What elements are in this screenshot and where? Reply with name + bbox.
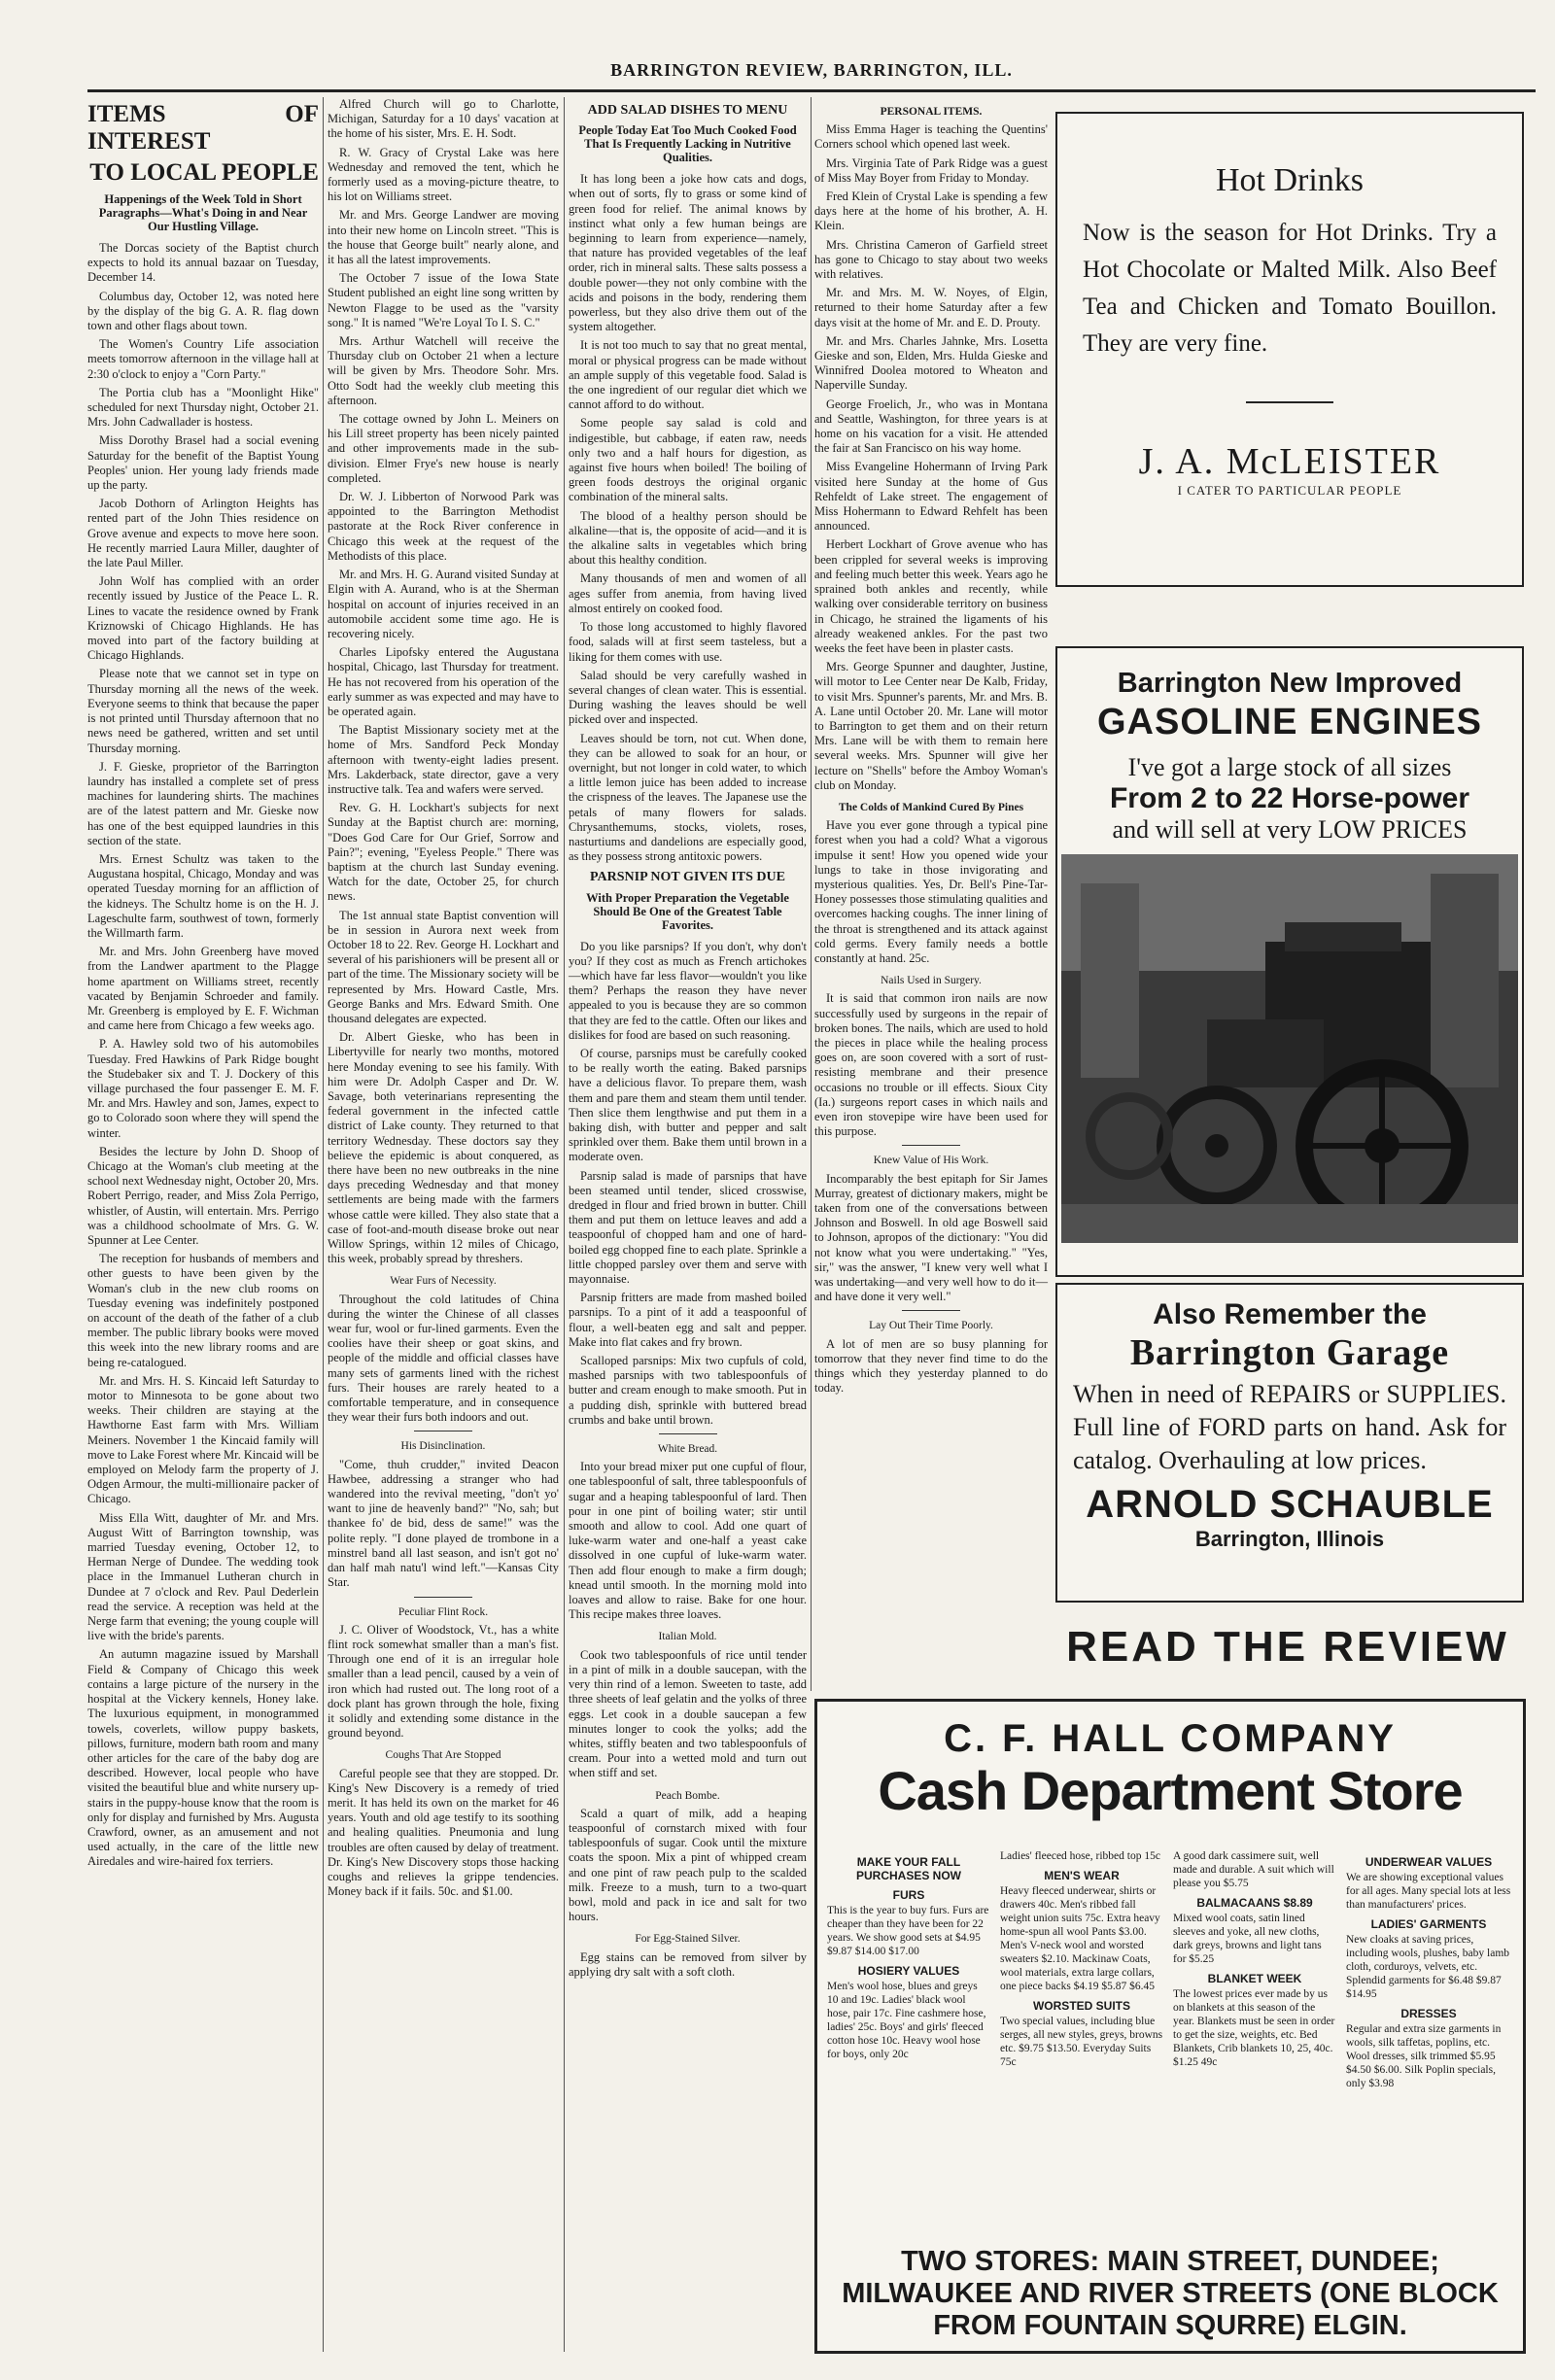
news-paragraph: Miss Dorothy Brasel had a social evening Saturday for the benefit of the Baptist Young Peoples' union. Her young lady friends made up the party. bbox=[87, 433, 319, 493]
divider bbox=[902, 1145, 960, 1146]
news-paragraph: It has long been a joke how cats and dogs, when out of sorts, fly to grass or some kind of green food for relief. The animal knows by instinct what only a few human beings are beginning to learn from experience—namely, that nature has provided vegetables of the leaf order, rich in mineral salts. These salts possess a double power—they not only combine with the acids and poisons in the body, rendering them powerless, but they also drive them out of the system altogether. bbox=[569, 172, 807, 334]
news-paragraph: Mrs. Virginia Tate of Park Ridge was a guest of Miss May Boyer from Friday to Monday. bbox=[814, 155, 1048, 185]
ad-divider bbox=[1246, 401, 1333, 403]
headline-parsnip: PARSNIP NOT GIVEN ITS DUE bbox=[590, 870, 785, 885]
ad-gasoline-engines bbox=[1055, 646, 1524, 1277]
news-paragraph: The blood of a healthy person should be alkaline—that is, the opposite of acid—and it is the alkaline salts in vegetables which bring about this healthy condition. bbox=[569, 508, 807, 568]
ad-item: We are showing exceptional values for all ages. Many special lots at less than manufacturers' prices. bbox=[1346, 1872, 1511, 1911]
news-paragraph: Mr. and Mrs. Charles Jahnke, Mrs. Losetta Gieske and son, Elden, Mrs. Hulda Gieske and Winnifred Doolea motored to Wheaton and Naperville Sunday. bbox=[814, 333, 1048, 393]
news-paragraph: Do you like parsnips? If you don't, why don't you? If they cost as much as French artichokes—which have far less flavor—wouldn't you like them? Perhaps the reason they have never appealed to you is because they are so common that they are fed to the cattle. Often our likes and dislikes for food are based on such reasoning. bbox=[569, 939, 807, 1042]
news-paragraph: John Wolf has complied with an order recently issued by Justice of the Peace L. R. Lines to vacate the residence owned by Frank Kriznowski of Chicago Highlands. He has moved into part of the factory building at Chicago Highlands. bbox=[87, 574, 319, 663]
news-paragraph: The Portia club has a "Moonlight Hike" scheduled for next Thursday night, October 21. Mrs. John Cadwallader is hostess. bbox=[87, 385, 319, 430]
divider bbox=[414, 1597, 472, 1598]
headline-personal-items: PERSONAL ITEMS. bbox=[880, 106, 983, 118]
news-paragraph: "Come, thuh crudder," invited Deacon Hawbee, addressing a stranger who had wandered into the revival meeting, "don't yo' want to jine de heavenly band?" "No, sah; but thankee fo' de bid, dess de same!" was the polite reply. "I done played de trombone in a minstrel band all last season, and isn't got no' dan half mah natu'l wind left."—Kansas City Star. bbox=[328, 1457, 559, 1590]
news-paragraph: Of course, parsnips must be carefully cooked to be really worth the eating. Baked parsnips have a delicious flavor. To prepare them, wash them and pare them and steam them until tender. Then slice them lengthwise and put them in a baking dish, with butter and pepper and salt sprinkled over them. Bake them until brown in a moderate oven. bbox=[569, 1046, 807, 1164]
news-paragraph: J. C. Oliver of Woodstock, Vt., has a white flint rock somewhat smaller than a man's fist. Through one end of it is an irregular hole smaller than a lead pencil, caused by a vein of iron which had rusted out. The long root of a dock plant has grown through the hole, fixing it solidly and extending some distance in the ground beyond. bbox=[328, 1622, 559, 1741]
ad-section-heading: BLANKET WEEK bbox=[1207, 1972, 1302, 1985]
ad-item: New cloaks at saving prices, including wools, plushes, baby lamb cloth, corduroys, velvets, etc. Splendid garments for $6.48 $9.87 $14.95 bbox=[1346, 1934, 1510, 2000]
tractor-engine-illustration bbox=[1061, 854, 1518, 1243]
ad-barrington-garage bbox=[1055, 1283, 1524, 1603]
ad-title: Barrington New Improved bbox=[1117, 668, 1463, 699]
news-paragraph: J. F. Gieske, proprietor of the Barrington laundry has installed a complete set of press machines for laundering shirts. The machines are of the latest pattern and Mr. Gieske now has one of the best equipped laundries in this section of the state. bbox=[87, 759, 319, 847]
ad-section-heading: MEN'S WEAR bbox=[1044, 1869, 1120, 1882]
news-paragraph: It is said that common iron nails are now successfully used by surgeons in the repair of broken bones. The nails, which are used to hold the pieces in place while the healing process goes on, are soon covered with a sort of rust-resisting membrane and their presence occasions no trouble or ill effects. Sioux City (Ia.) surgeons report cases in which nails and even iron stovepipe wire have been used for this purpose. bbox=[814, 991, 1048, 1139]
headline-deck: People Today Eat Too Much Cooked Food That Is Frequently Lacking in Nutritive Qualities. bbox=[578, 123, 797, 165]
news-paragraph: The Baptist Missionary society met at the home of Mrs. Sandford Peck Monday afternoon with twenty-eight ladies present. Mrs. Lakderback, state director, gave a very instructive talk. Tea and wafers were served. bbox=[328, 723, 559, 796]
news-paragraph: A lot of men are so busy planning for tomorrow that they never find time to do the things which they yesterday planned to do today. bbox=[814, 1336, 1048, 1396]
news-paragraph: Mrs. Christina Cameron of Garfield street has gone to Chicago to stay about two weeks with relatives. bbox=[814, 237, 1048, 282]
news-paragraph: Alfred Church will go to Charlotte, Michigan, Saturday for a 10 days' vacation at the home of his sister, Mrs. E. H. Sodt. bbox=[328, 97, 559, 141]
headline-deck: Happenings of the Week Told in Short Paragraphs—What's Doing in and Near Our Hustling Village. bbox=[98, 192, 308, 233]
article-heading: The Colds of Mankind Cured By Pines bbox=[838, 801, 1024, 813]
news-paragraph: An autumn magazine issued by Marshall Field & Company of Chicago this week contains a large picture of the nursery in the hospital at the Vickery kennels, Honey lake. The luxurious equipment, in monogrammed towels, coverlets, willow puppy baskets, pillows, furniture, modern bath room and many other articles for the care of the baby dog are described. However, local people who have visited the beautiful blue and white nursery up-stairs in the puppy-house know that the room is only for display and furnished by Mrs. Augusta Crawford, owner, as an amusement and not used actually, in the care of the little new Airedales and wire-haired fox terriers. bbox=[87, 1647, 319, 1869]
news-paragraph: Please note that we cannot set in type on Thursday morning all the news of the week. Everyone seems to think that because the paper is not printed until Thursday afternoon that no news need be gathered, written and set until Thursday morning. bbox=[87, 667, 319, 755]
column-recipes bbox=[569, 97, 807, 2352]
news-paragraph: Besides the lecture by John D. Shoop of Chicago at the Woman's club meeting at the school next Wednesday night, October 20, Mrs. Robert Perrigo, reader, and Miss Zola Perrigo, whistler, of Austin, will entertain. Mrs. Perrigo was a childhood schoolmate of Mrs. G. W. Spunner at Lee Center. bbox=[87, 1144, 319, 1247]
ad-title: Also Remember the bbox=[1153, 1298, 1427, 1330]
ad-horsepower: From 2 to 22 Horse-power bbox=[1109, 782, 1470, 814]
news-paragraph: Incomparably the best epitaph for Sir James Murray, greatest of dictionary makers, might be taken from one of the conversations between Johnson and Boswell. In old age Boswell said to Johnson, apropos of the dictionary: "You did not know what you were undertaking." "Yes, sir," was the answer, "I knew very well what I was undertaking—and very well how to do it—and have done it very well." bbox=[814, 1171, 1048, 1304]
news-paragraph: Columbus day, October 12, was noted here by the display of the big G. A. R. flag down town and other flags about town. bbox=[87, 289, 319, 333]
news-paragraph: Mrs. Ernest Schultz was taken to the Augustana hospital, Chicago, Monday and was operated Tuesday morning for an affliction of the kidneys. The Schultz home is on the H. J. Lageschulte farm, southwest of town, formerly the Willmarth farm. bbox=[87, 851, 319, 940]
column-local-news-continued bbox=[328, 97, 559, 2352]
news-paragraph: Jacob Dothorn of Arlington Heights has rented part of the John Thies residence on Grove avenue and expects to move here soon. He recently married Laura Miller, daughter of the late Paul Miller. bbox=[87, 497, 319, 570]
news-paragraph: The Women's Country Life association meets tomorrow afternoon in the village hall at 2:30 o'clock to enjoy a "Corn Party." bbox=[87, 337, 319, 381]
article-heading: Knew Value of His Work. bbox=[873, 1155, 989, 1167]
news-paragraph: Egg stains can be removed from silver by applying dry salt with a soft cloth. bbox=[569, 1949, 807, 1979]
news-paragraph: Careful people see that they are stopped. Dr. King's New Discovery is a remedy of tried merit. It has held its own on the market for 46 years. Youth and old age testify to its soothing and healing qualities. Pneumonia and lung troubles are often caused by delay of treatment. Dr. King's New Discovery stops those hacking coughs and relieves la grippe tendencies. Money back if it fails. 50c. and $1.00. bbox=[328, 1766, 559, 1899]
ad-item: A good dark cassimere suit, well made and durable. A suit which will please you $5.75 bbox=[1173, 1850, 1334, 1889]
masthead: BARRINGTON REVIEW, BARRINGTON, ILL. bbox=[610, 60, 1013, 80]
ad-item: The lowest prices ever made by us on blankets at this season of the year. Blankets must be seen in order to get the size, weights, etc. Bed Blankets, Crib blankets 10, 25, 40c. $1.25 49c bbox=[1173, 1988, 1335, 2068]
news-paragraph: The October 7 issue of the Iowa State Student published an eight line song written by Newton Flagge to be used as the "varsity song." It is named "We're Loyal To I. S. C." bbox=[328, 271, 559, 329]
ad-title-large: Cash Department Store bbox=[878, 1760, 1463, 1821]
news-paragraph: Mr. and Mrs. George Landwer are moving into their new home on Lincoln street. "This is the house that George built" nearly alone, and it has all the latest improvements. bbox=[328, 208, 559, 267]
ad-item: Regular and extra size garments in wools, silk taffetas, poplins, etc. Wool dresses, silk trimmed $5.95 $4.50 $6.00. Silk Poplin specials, only $3.98 bbox=[1346, 2023, 1502, 2089]
news-paragraph: Mrs. George Spunner and daughter, Justine, will motor to Lee Center near De Kalb, Friday, to visit Mrs. Spunner's parents, Mr. and Mrs. B. A. Lane until October 20. Mr. Lane will motor to Barrington to get them and on their return Mrs. Lane will be with them to remain here several weeks. Mrs. Spunner will give her lecture on "Shells" before the Amboy Woman's club on Monday. bbox=[814, 660, 1048, 792]
news-paragraph: George Froelich, Jr., who was in Montana and Seattle, Washington, for three years is at home on his vacation for a visit. He attended the fair at San Francisco on his way home. bbox=[814, 397, 1048, 456]
ad-body: When in need of REPAIRS or SUPPLIES. Full line of FORD parts on hand. Ask for catalog. Overhauling at low prices. bbox=[1073, 1380, 1506, 1474]
headline-salad: ADD SALAD DISHES TO MENU bbox=[587, 103, 788, 118]
ad-slogan: I CATER TO PARTICULAR PEOPLE bbox=[1177, 483, 1402, 498]
news-paragraph: Mr. and Mrs. H. G. Aurand visited Sunday at Elgin with A. Aurand, who is at the Sherman hospital on account of injuries received in an automobile accident some time ago. He is recovering nicely. bbox=[328, 568, 559, 640]
ad-mcleister-hot-drinks bbox=[1055, 112, 1524, 587]
ad-city: Barrington, Illinois bbox=[1194, 1527, 1385, 1551]
news-paragraph: Scald a quart of milk, add a heaping teaspoonful of cornstarch mixed with four tablespoonfuls of sugar. Cook until the mixture coats the spoon. Mix a pint of whipped cream and one pint of raw peach pulp to the scalded milk. Freeze to a mush, turn to a two-quart bowl, mold and pack in ice and salt for two hours. bbox=[569, 1806, 807, 1924]
ad-body: Now is the season for Hot Drinks. Try a Hot Chocolate or Malted Milk. Also Beef Tea and Chicken and Tomato Bouillon. They are very fine. bbox=[1083, 220, 1497, 357]
headline-to-local-people: TO LOCAL PEOPLE bbox=[89, 159, 319, 186]
article-heading: For Egg-Stained Silver. bbox=[635, 1933, 741, 1946]
ad-item: Men's wool hose, blues and greys 10 and 19c. Ladies' black wool hose, pair 17c. Fine cashmere hose, ladies' 25c. Boys' and girls' fleeced cotton hose 10c. Heavy wool hose for boys, only 20c bbox=[827, 1981, 986, 2060]
article-heading: Italian Mold. bbox=[658, 1631, 717, 1643]
article-heading: His Disinclination. bbox=[400, 1440, 486, 1453]
ad-title-large: GASOLINE ENGINES bbox=[1096, 702, 1483, 742]
news-paragraph: Miss Ella Witt, daughter of Mr. and Mrs. August Witt of Barrington township, was married Tuesday evening, October 12, to Herman Nerge of Dundee. The wedding took place in the Immanuel Lutheran church in Dundee at 7 o'clock and Rev. Paul Dederlein read the service. A reception was held at the Nerge farm that evening; the young couple will live with the bride's parents. bbox=[87, 1510, 319, 1643]
ad-section-heading: DRESSES bbox=[1400, 2007, 1457, 2020]
article-heading: White Bread. bbox=[657, 1443, 718, 1456]
news-paragraph: The Dorcas society of the Baptist church expects to hold its annual bazaar on Tuesday, December 14. bbox=[87, 241, 319, 285]
ad-price-columns bbox=[827, 1849, 1513, 2219]
news-paragraph: Throughout the cold latitudes of China during the winter the Chinese of all classes wear fur, wool or fur-lined garments. Even the coolies have their sheep or goat skins, and people of the middle and official classes have many sets of garments lined with the richest furs. Their houses are rarely heated to a comfortable temperature, and in consequence they wear their furs both indoors and out. bbox=[328, 1292, 559, 1425]
news-paragraph: P. A. Hawley sold two of his automobiles Tuesday. Fred Hawkins of Park Ridge bought the Studebaker six and T. J. Dockery of this village purchased the four passenger E. M. F. Mr. and Mrs. Hawley and son, James, expect to go to Colorado soon where they will spend the winter. bbox=[87, 1037, 319, 1140]
ad-title: C. F. HALL COMPANY bbox=[944, 1717, 1397, 1760]
ad-section-heading: WORSTED SUITS bbox=[1032, 1999, 1130, 2013]
news-paragraph: Dr. Albert Gieske, who has been in Libertyville for nearly two months, motored here Monday evening to see his family. With him were Dr. Adolph Casper and Dr. W. Savage, both veterinarians representing the federal government in the infected cattle district of Lake county. They returned to that territory Wednesday. These doctors say they believe the epidemic is about conquered, as there have been no new outbreaks in the nine days preceding Wednesday and that money settlements are being made with the farmers whose cattle were killed. They also state that a case of foot-and-mouth disease broke out near Willow Springs, within 12 miles of Chicago, this week, probably spread by threshers. bbox=[328, 1030, 559, 1266]
news-paragraph: Salad should be very carefully washed in several changes of clean water. This is essential. During washing the leaves should be well picked over and inspected. bbox=[569, 668, 807, 727]
read-the-review-banner: READ THE REVIEW bbox=[1066, 1623, 1509, 1671]
ad-item: This is the year to buy furs. Furs are cheaper than they have been for 22 years. We show good sets at $4.95 $9.87 $14.00 $17.00 bbox=[827, 1905, 989, 1957]
news-paragraph: Dr. W. J. Libberton of Norwood Park was appointed to the Barrington Methodist pastorate at the Rock River conference in Chicago this week at the request of the Methodists of this place. bbox=[328, 490, 559, 563]
news-paragraph: Scalloped parsnips: Mix two cupfuls of cold, mashed parsnips with two tablespoonfuls of butter and cream enough to make smooth. Put in a pudding dish, sprinkle with buttered bread crumbs and bake until brown. bbox=[569, 1354, 807, 1427]
ad-column bbox=[1000, 1849, 1163, 2219]
news-paragraph: Mr. and Mrs. H. S. Kincaid left Saturday to motor to Minnesota to be gone about two weeks. Their children are staying at the Hawthorne East farm with Mrs. William Meiners. November 1 the Kincaid family will move to Lake Forest where Mr. Kincaid will be employed on Melody farm the property of J. Odgen Armour, the multi-millionaire packer of Chicago. bbox=[87, 1373, 319, 1506]
column-rule bbox=[323, 97, 324, 2352]
column-personal-items bbox=[814, 97, 1048, 1396]
divider bbox=[659, 1433, 717, 1434]
divider bbox=[902, 1310, 960, 1311]
ad-title: Hot Drinks bbox=[1215, 162, 1365, 198]
news-paragraph: R. W. Gracy of Crystal Lake was here Wednesday and removed the tent, which he formerly used as a moving-picture theatre, to his lot on Williams street. bbox=[328, 145, 559, 204]
ad-section-heading: LADIES' GARMENTS bbox=[1370, 1917, 1487, 1931]
ad-section-heading: HOSIERY VALUES bbox=[857, 1964, 960, 1978]
ad-item: Ladies' fleeced hose, ribbed top 15c bbox=[1000, 1850, 1160, 1862]
headline-deck: With Proper Preparation the Vegetable Should Be One of the Greatest Table Favorites. bbox=[586, 890, 789, 932]
masthead-rule bbox=[87, 89, 1536, 92]
ad-prices: and will sell at very LOW PRICES bbox=[1112, 815, 1468, 844]
article-heading: Peculiar Flint Rock. bbox=[397, 1605, 489, 1618]
ad-merchant-name: ARNOLD SCHAUBLE bbox=[1086, 1483, 1494, 1526]
news-paragraph: Mrs. Arthur Watchell will receive the Thursday club on October 21 when a lecture will be given by Mrs. Theodore Sohr. Mrs. Otto Sodt had the weekly club meeting this afternoon. bbox=[328, 334, 559, 407]
news-paragraph: To those long accustomed to highly flavored food, salads will at first seem tasteless, but a liking for them comes with use. bbox=[569, 620, 807, 664]
column-local-news bbox=[87, 97, 319, 2352]
news-paragraph: Charles Lipofsky entered the Augustana hospital, Chicago, last Thursday for treatment. He has not recovered from his operation of the early summer as was expected and may have to be operated again. bbox=[328, 645, 559, 718]
news-paragraph: Parsnip salad is made of parsnips that have been steamed until tender, sliced crosswise, dredged in flour and fried brown in butter. Chill them and put them on lettuce leaves and add a teaspoonful of chopped ham and one of hard-boiled egg chopped fine to each plate. Sprinkle a little chopped parsley over them and serve with mayonnaise. bbox=[569, 1168, 807, 1287]
ad-column bbox=[1346, 1849, 1511, 2219]
article-heading: Nails Used in Surgery. bbox=[881, 975, 982, 987]
news-paragraph: Mr. and Mrs. M. W. Noyes, of Elgin, returned to their home Saturday after a few days visit at the home of Mr. and E. D. Prouty. bbox=[814, 286, 1048, 329]
ad-store-locations: TWO STORES: MAIN STREET, DUNDEE; MILWAUKEE AND RIVER STREETS (ONE BLOCK FROM FOUNTAIN SQURRE) ELGIN. bbox=[842, 2246, 1499, 2341]
article-heading: Coughs That Are Stopped bbox=[385, 1749, 501, 1762]
article-heading: Peach Bombe. bbox=[655, 1789, 720, 1802]
news-paragraph: Have you ever gone through a typical pine forest when you had a cold? What a vigorous impulse it sent! How you opened wide your lungs to take in those invigorating and mysterious qualities. Yes, Dr. Bell's Pine-Tar-Honey possesses those stimulating qualities and overcomes hacking coughs. The inner lining of the throat is strengthened and its attack against cold germs. Every family needs a bottle constantly at hand. 25c. bbox=[814, 818, 1048, 965]
news-paragraph: The 1st annual state Baptist convention will be in session in Aurora next week from October 18 to 22. Rev. George H. Lockhart and several of his parishioners will be present all or part of the time. The Missionary society will be represented by Mrs. Howard Castle, Mrs. George Banks and Mrs. Edward Smith. One thousand delegates are expected. bbox=[328, 908, 559, 1025]
ad-column bbox=[1173, 1849, 1336, 2219]
ad-body: I've got a large stock of all sizes bbox=[1127, 753, 1452, 781]
ad-cf-hall-company bbox=[814, 1699, 1526, 2354]
news-paragraph: Some people say salad is cold and indigestible, but cabbage, if eaten raw, needs only two and a half hours for digestion, as against five hours when boiled! The boiling of green foods destroys the original organic combination of the mineral salts. bbox=[569, 416, 807, 504]
news-paragraph: The reception for husbands of members and other guests to have been given by the Woman's club in the new club rooms on Tuesday evening was indefinitely postponed on account of the death of the father of a club member. The public library books were moved this week into the new library rooms and are being re-catalogued. bbox=[87, 1252, 319, 1369]
column-rule bbox=[811, 97, 812, 1691]
news-paragraph: Parsnip fritters are made from mashed boiled parsnips. To a pint of it add a teaspoonful of flour, a well-beaten egg and salt and pepper. Make into flat cakes and fry brown. bbox=[569, 1291, 807, 1349]
column-rule bbox=[564, 97, 565, 2352]
ad-merchant-name: J. A. McLEISTER bbox=[1138, 441, 1441, 482]
news-paragraph: Herbert Lockhart of Grove avenue who has been crippled for several weeks is improving and feeling much better this week. Years ago he sprained both ankles and recently, while walking over considerable territory on business in Chicago, he strained the ligaments of his already weakened ankles. For the past two weeks the feet have been in plaster casts. bbox=[814, 537, 1048, 655]
news-paragraph: Rev. G. H. Lockhart's subjects for next Sunday at the Baptist church are: morning, "Does God Care for Our Grief, Sorrow and Pain?"; evening, "Eyeless People." There was baptism at the church last Sunday evening. Watch for the date, October 25, for church news. bbox=[328, 801, 559, 904]
news-paragraph: Miss Evangeline Hohermann of Irving Park visited here Sunday at the home of Gus Rehfeldt of Lake street. The engagement of Miss Hohermann to Edward Rehfelt has been announced. bbox=[814, 460, 1048, 534]
ad-item: Two special values, including blue serges, all new styles, greys, browns etc. $9.75 $13.50. Everyday Suits 75c bbox=[1000, 2016, 1163, 2068]
news-paragraph: Cook two tablespoonfuls of rice until tender in a pint of milk in a double saucepan, with the very thin rind of a lemon. Sweeten to taste, add three sheets of leaf gelatin and the yolks of three eggs. Let cook in a double saucepan a few minutes longer to cook the yolks; add the whites, stiffly beaten and two tablespoonfuls of cream. Pour into a wetted mold and turn out when stiff and set. bbox=[569, 1647, 807, 1780]
ad-section-heading: FURS bbox=[892, 1888, 925, 1902]
ad-item: Heavy fleeced underwear, shirts or drawers 40c. Men's ribbed fall weight union suits 75c. Extra heavy home-spun all wool Pants $3.00. Men's V-neck wool and worsted sweaters $2.10. Mackinaw Coats, wool materials, extra large collars, one piece backs $4.19 $5.87 $6.45 bbox=[1000, 1885, 1160, 1992]
headline-items-of-interest: ITEMS OF INTEREST bbox=[87, 101, 319, 155]
ad-column bbox=[827, 1849, 990, 2219]
article-heading: Lay Out Their Time Poorly. bbox=[869, 1320, 993, 1332]
news-paragraph: It is not too much to say that no great mental, moral or physical progress can be made without an ample supply of this vegetable food. Salad is the one ingredient of our regular diet which we cannot afford to do without. bbox=[569, 338, 807, 412]
news-paragraph: Miss Emma Hager is teaching the Quentins' Corners school which opened last week. bbox=[814, 122, 1048, 152]
ad-section-heading: UNDERWEAR VALUES bbox=[1365, 1855, 1493, 1869]
news-paragraph: The cottage owned by John L. Meiners on his Lill street property has been nicely painted and other improvements made in the sub-division. Elmer Frye's new house is nearly completed. bbox=[328, 412, 559, 485]
article-heading: Wear Furs of Necessity. bbox=[390, 1275, 497, 1288]
news-paragraph: Many thousands of men and women of all ages suffer from anemia, from having lived almost entirely on cooked food. bbox=[569, 571, 807, 615]
ad-title-large: Barrington Garage bbox=[1129, 1332, 1450, 1373]
news-paragraph: Mr. and Mrs. John Greenberg have moved from the Landwer apartment to the Plagge home apartment on Williams street, recently vacated by Benjamin Schroeder and family. Mr. Greenberg is employed by E. F. Wichman and came here from Chicago a few weeks ago. bbox=[87, 945, 319, 1033]
ad-section-heading: MAKE YOUR FALL PURCHASES NOW bbox=[855, 1855, 961, 1882]
ad-section-heading: BALMACAANS $8.89 bbox=[1196, 1896, 1313, 1910]
ad-item: Mixed wool coats, satin lined sleeves and yoke, all new cloths, dark greys, browns and light tans for $5.25 bbox=[1173, 1913, 1322, 1965]
news-paragraph: Leaves should be torn, not cut. When done, they can be allowed to soak for an hour, or overnight, but not longer in cold water, to which a little lemon juice has been added to increase the crispness of the leaves. The Japanese use the petals of many flowers for salads. Chrysanthemums, stocks, violets, roses, nasturtiums and dandelions are especially good, as they possess strong antitoxic powers. bbox=[569, 731, 807, 864]
news-paragraph: Fred Klein of Crystal Lake is spending a few days here at the home of his brother, A. H. Klein. bbox=[814, 190, 1048, 233]
news-paragraph: Into your bread mixer put one cupful of flour, one tablespoonful of salt, three tablespoonfuls of sugar and a heaping tablespoonful of lard. Then pour in one pint of boiling water; stir until smooth and allow to cool. Add one quart of luke-warm water and one-half a yeast cake dissolved in one cupful of luke-warm water. Then add flour enough to make a firm dough; knead until smooth. In the morning mold into loaves and allow to raise. Bake for one hour. This recipe makes three loaves. bbox=[569, 1460, 807, 1622]
